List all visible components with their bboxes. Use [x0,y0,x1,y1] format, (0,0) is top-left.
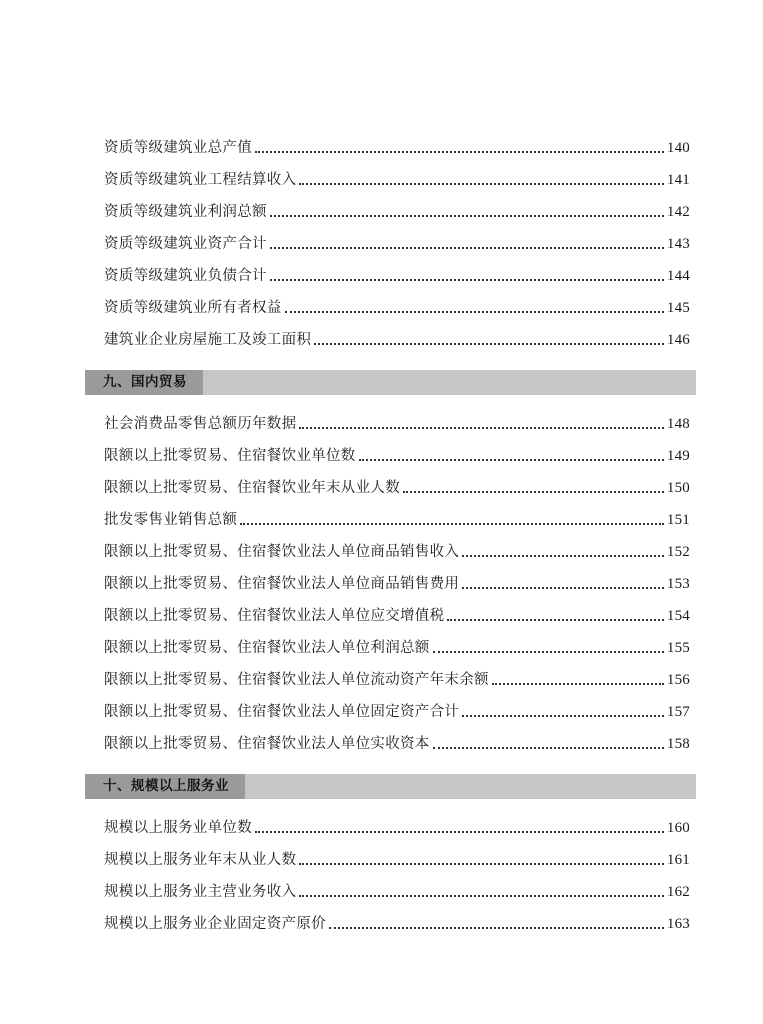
dot-leader [462,555,664,557]
toc-entry-page: 150 [666,480,690,496]
dot-leader [270,279,664,281]
section-heading-bar [85,370,696,395]
dot-leader [285,311,664,313]
toc-entry-page: 160 [666,820,690,836]
toc-entry-title: 建筑业企业房屋施工及竣工面积 [104,332,312,348]
toc-entry[interactable] [104,198,690,222]
section-heading: 十、规模以上服务业 [85,774,245,799]
toc-entry-title: 资质等级建筑业总产值 [104,140,252,156]
dot-leader [314,343,664,345]
toc-entry-page: 162 [666,884,690,900]
toc-entry-page: 140 [666,140,690,156]
toc-entry[interactable] [104,878,690,902]
toc-entry-title: 规模以上服务业年末从业人数 [104,852,297,868]
toc-entry[interactable] [104,410,690,434]
toc-entry-title: 限额以上批零贸易、住宿餐饮业法人单位实收资本 [104,736,430,752]
toc-entry-title: 资质等级建筑业资产合计 [104,236,267,252]
toc-entry-title: 资质等级建筑业负债合计 [104,268,267,284]
toc-entry-page: 142 [666,204,690,220]
toc-entry-title: 规模以上服务业主营业务收入 [104,884,297,900]
dot-leader [255,831,664,833]
toc-entry-page: 153 [666,576,690,592]
toc-entry-title: 规模以上服务业单位数 [104,820,252,836]
dot-leader [433,747,664,749]
toc-entry[interactable] [104,698,690,722]
toc-entry-page: 156 [666,672,690,688]
dot-leader [433,651,664,653]
toc-entry-page: 152 [666,544,690,560]
dot-leader [299,183,663,185]
toc-entry-page: 158 [666,736,690,752]
toc-entry-page: 141 [666,172,690,188]
toc-entry-title: 限额以上批零贸易、住宿餐饮业法人单位应交增值税 [104,608,445,624]
toc-entry[interactable] [104,666,690,690]
dot-leader [299,427,663,429]
toc-entry-title: 资质等级建筑业所有者权益 [104,300,282,316]
toc-entry-page: 146 [666,332,690,348]
dot-leader [270,215,664,217]
toc-entry[interactable] [104,166,690,190]
toc-entry-page: 155 [666,640,690,656]
toc-entry[interactable] [104,538,690,562]
toc-entry-title: 限额以上批零贸易、住宿餐饮业单位数 [104,448,356,464]
toc-entry[interactable] [104,570,690,594]
dot-leader [255,151,664,153]
dot-leader [270,247,664,249]
toc-entry[interactable] [104,442,690,466]
toc-entry-page: 154 [666,608,690,624]
toc-entry-title: 批发零售业销售总额 [104,512,238,528]
section-heading-bar [85,774,696,799]
toc-entry-page: 143 [666,236,690,252]
toc-entry[interactable] [104,602,690,626]
toc-entry-page: 148 [666,416,690,432]
toc-entry-title: 限额以上批零贸易、住宿餐饮业法人单位利润总额 [104,640,430,656]
toc-entry-page: 157 [666,704,690,720]
toc-entry[interactable] [104,846,690,870]
toc-entry-title: 规模以上服务业企业固定资产原价 [104,916,326,932]
section-heading: 九、国内贸易 [85,370,203,395]
toc-entry[interactable] [104,326,690,350]
toc-entry-page: 161 [666,852,690,868]
toc-entry[interactable] [104,262,690,286]
dot-leader [299,895,663,897]
toc-entry-title: 社会消费品零售总额历年数据 [104,416,297,432]
toc-entry[interactable] [104,814,690,838]
toc-entry[interactable] [104,634,690,658]
toc-entry[interactable] [104,730,690,754]
toc-entry-page: 145 [666,300,690,316]
toc-entry-page: 149 [666,448,690,464]
toc-entry-title: 限额以上批零贸易、住宿餐饮业年末从业人数 [104,480,400,496]
toc-entry-page: 151 [666,512,690,528]
toc-entry[interactable] [104,134,690,158]
dot-leader [329,927,664,929]
dot-leader [462,587,664,589]
toc-entry-title: 资质等级建筑业利润总额 [104,204,267,220]
dot-leader [240,523,664,525]
dot-leader [447,619,663,621]
toc-entry[interactable] [104,474,690,498]
dot-leader [492,683,664,685]
dot-leader [462,715,664,717]
toc-entry[interactable] [104,230,690,254]
dot-leader [403,491,664,493]
toc-entry-page: 144 [666,268,690,284]
toc-entry-title: 资质等级建筑业工程结算收入 [104,172,297,188]
toc-entry-title: 限额以上批零贸易、住宿餐饮业法人单位流动资产年末余额 [104,672,489,688]
toc-entry-page: 163 [666,916,690,932]
toc-entry[interactable] [104,294,690,318]
toc-entry-title: 限额以上批零贸易、住宿餐饮业法人单位商品销售收入 [104,544,460,560]
toc-entry[interactable] [104,910,690,934]
dot-leader [299,863,663,865]
dot-leader [359,459,664,461]
toc-entry-title: 限额以上批零贸易、住宿餐饮业法人单位固定资产合计 [104,704,460,720]
toc-entry[interactable] [104,506,690,530]
toc-entry-title: 限额以上批零贸易、住宿餐饮业法人单位商品销售费用 [104,576,460,592]
